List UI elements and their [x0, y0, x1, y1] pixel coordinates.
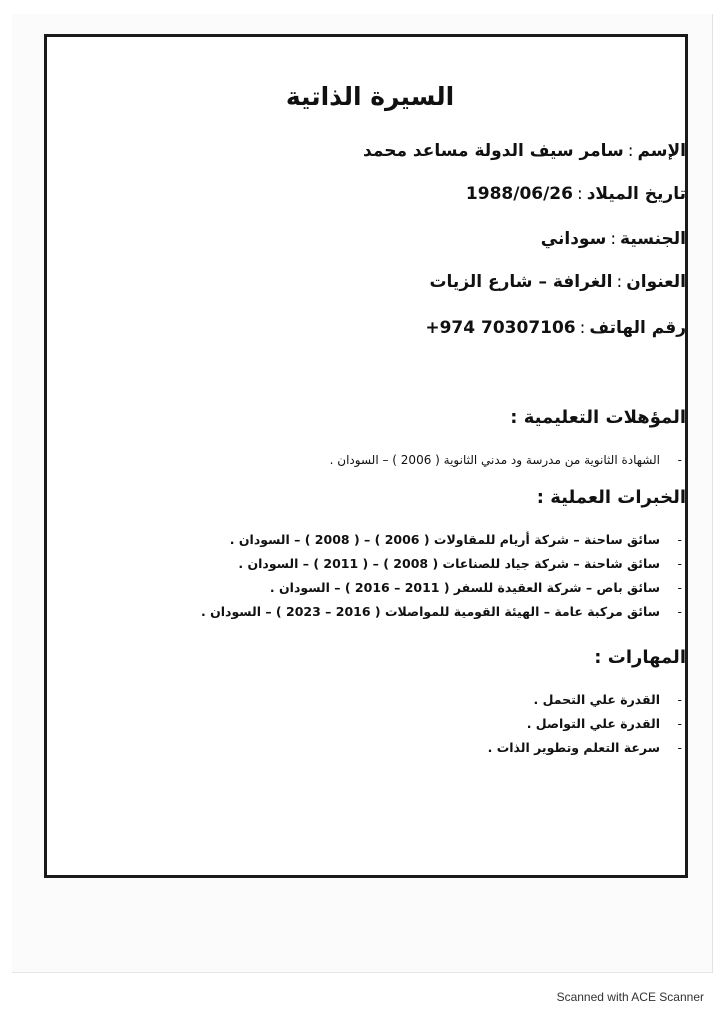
list-item: - سرعة التعلم وتطوير الذات .	[487, 740, 682, 755]
nationality-field: الجنسية:سوداني	[540, 229, 686, 249]
skills-list	[487, 688, 682, 760]
birth-date-field: تاريخ الميلاد:1988/06/26	[465, 184, 686, 204]
name-field: الإسم:سامر سيف الدولة مساعد محمد	[363, 141, 686, 161]
list-item: - سائق مركبة عامة – الهيئة القومية للمواصلات ( 2016 – 2023 ) – السودان .	[200, 604, 682, 619]
birth-date-label: تاريخ الميلاد	[586, 184, 686, 204]
skills-heading: المهارات :	[594, 647, 686, 668]
nationality-label: الجنسية	[620, 229, 686, 249]
list-item: - الشهادة الثانوية من مدرسة ود مدني الثانوية ( 2006 ) – السودان .	[329, 453, 682, 467]
document-title: السيرة الذاتية	[285, 82, 455, 111]
birth-date-value: 1988/06/26	[465, 184, 573, 204]
scanner-watermark: Scanned with ACE Scanner	[556, 990, 704, 1004]
experience-heading: الخبرات العملية :	[536, 487, 686, 508]
education-list	[329, 448, 682, 472]
list-item: - سائق باص – شركة العقيدة للسفر ( 2011 – 2016 ) – السودان .	[269, 580, 682, 595]
name-label: الإسم	[637, 141, 686, 161]
address-label: العنوان	[626, 272, 686, 292]
name-value: سامر سيف الدولة مساعد محمد	[363, 141, 624, 161]
address-value: الغرافة – شارع الزيات	[429, 272, 613, 292]
list-item: - سائق شاحنة – شركة جياد للصناعات ( 2008 ) – ( 2011 ) – السودان .	[238, 556, 682, 571]
list-item: - سائق ساحنة – شركة أريام للمقاولات ( 2006 ) – ( 2008 ) – السودان .	[229, 532, 682, 547]
phone-label: رقم الهاتف	[589, 318, 686, 338]
list-item: - القدرة علي التواصل .	[526, 716, 682, 731]
education-heading: المؤهلات التعليمية :	[510, 407, 686, 428]
phone-field: رقم الهاتف:+974 70307106	[425, 318, 686, 338]
phone-value: +974 70307106	[425, 318, 576, 338]
list-item: - القدرة علي التحمل .	[533, 692, 682, 707]
nationality-value: سوداني	[540, 229, 607, 249]
address-field: العنوان:الغرافة – شارع الزيات	[429, 272, 686, 292]
experience-list	[200, 528, 682, 624]
